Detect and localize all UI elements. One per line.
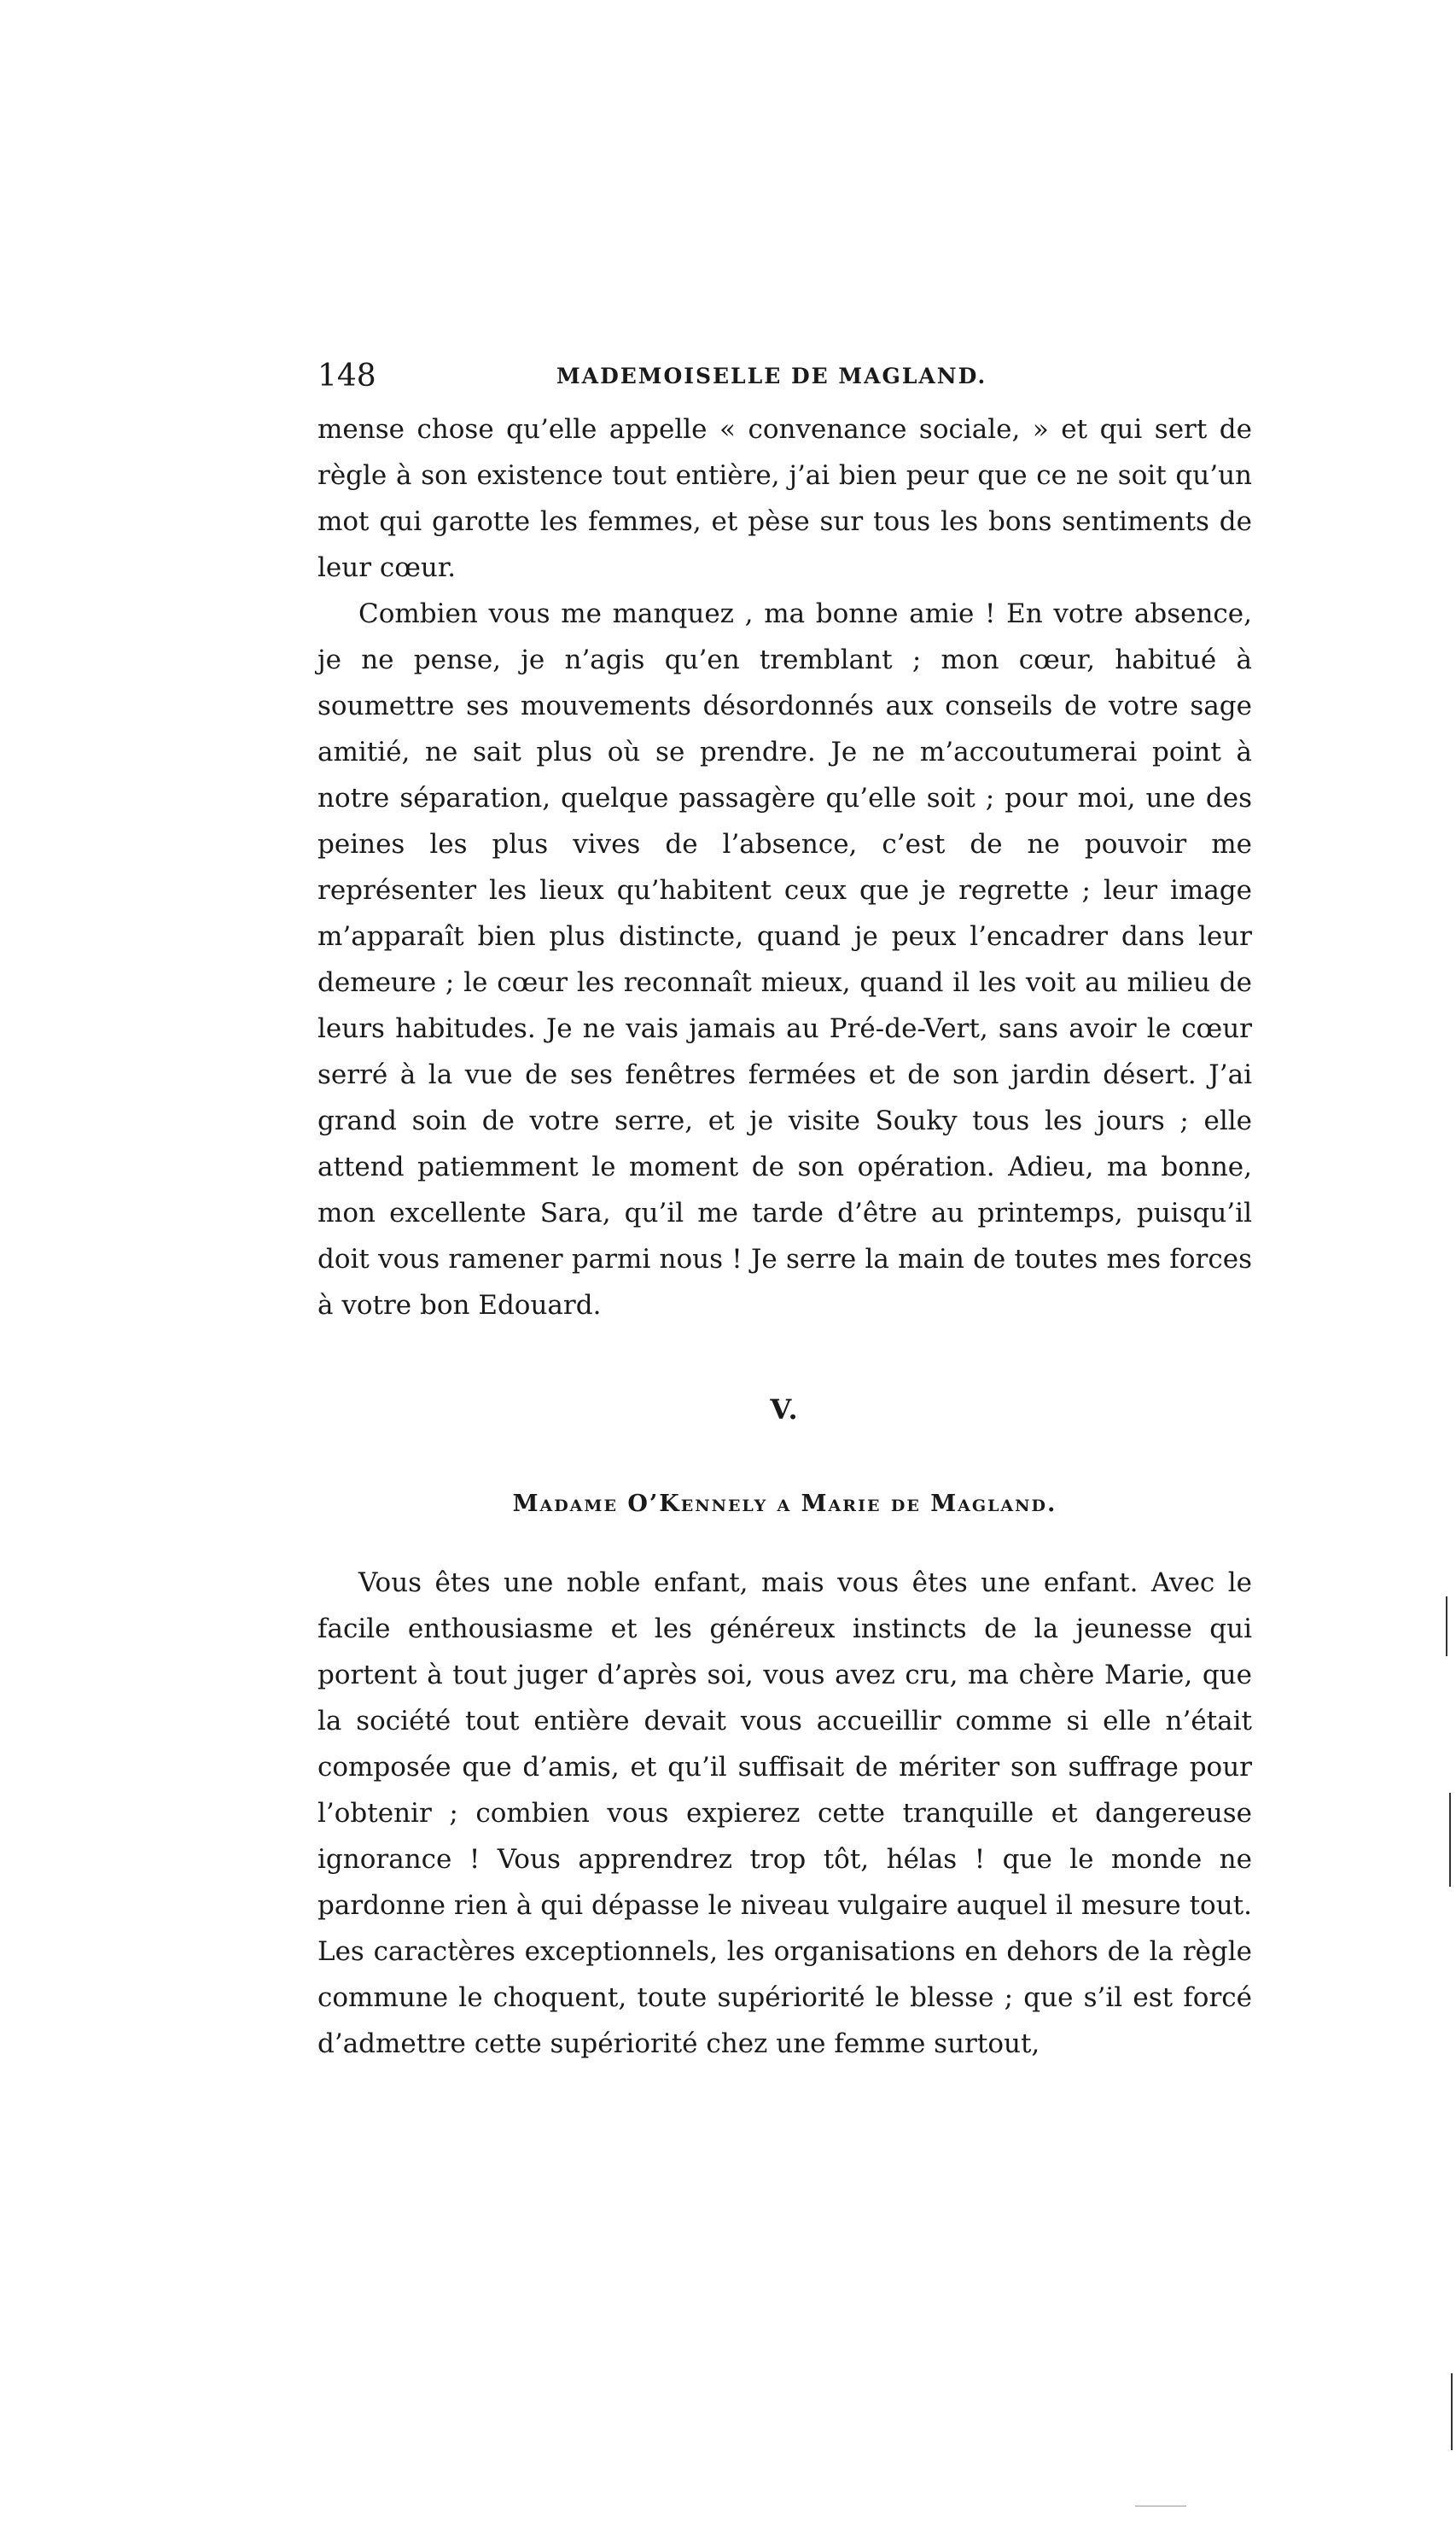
- section-number: V.: [770, 1393, 800, 1426]
- page-number: 148: [317, 359, 376, 394]
- book-page: [317, 359, 1252, 2067]
- paragraph-continued: mense chose qu’elle appelle « convenance sociale, » et qui sert de règle à son existence tout entière, j’ai bien peur que ce ne soit qu’un mot qui garotte les femmes, et pèse sur tous les bons sentiments de leur cœur.: [317, 414, 1252, 583]
- margin-mark: [1449, 1793, 1451, 1887]
- margin-mark: [1446, 1596, 1447, 1656]
- running-title: MADEMOISELLE DE MAGLAND.: [556, 364, 987, 388]
- letter-heading: Madame O’Kennely a Marie de Magland.: [512, 1491, 1057, 1517]
- margin-mark: [1451, 2373, 1453, 2450]
- paragraph-letter-close: Combien vous me manquez , ma bonne amie ! En votre absence, je ne pense, je n’agis qu’en tremblant ; mon cœur, habitué à soumettre ses mouvements désordonnés aux conseils de votre sage amitié, ne sait plus où se prendre. Je ne m’accoutumerai point à notre séparation, quelque passagère qu’elle soit ; pour moi, une des peines les plus vives de l’absence, c’est de ne pouvoir me représenter les lieux qu’habitent ceux que je regrette ; leur image m’apparaît bien plus distincte, quand je peux l’encadrer dans leur demeure ; le cœur les reconnaît mieux, quand il les voit au milieu de leurs habitudes. Je ne vais jamais au Pré-de-Vert, sans avoir le cœur serré à la vue de ses fenêtres fermées et de son jardin désert. J’ai grand soin de votre serre, et je visite Souky tous les jours ; elle attend patiemment le moment de son opération. Adieu, ma bonne, mon excellente Sara, qu’il me tarde d’être au printemps, puisqu’il doit vous ramener parmi nous ! Je serre la main de toutes mes forces à votre bon Edouard.: [317, 598, 1252, 1321]
- paragraph-letter-open: Vous êtes une noble enfant, mais vous êtes une enfant. Avec le facile enthousiasme et les généreux instincts de la jeunesse qui portent à tout juger d’après soi, vous avez cru, ma chère Marie, que la société tout entière devait vous accueillir comme si elle n’était composée que d’amis, et qu’il suffisait de mériter son suffrage pour l’obtenir ; combien vous expierez cette tranquille et dangereuse ignorance ! Vous apprendrez trop tôt, hélas ! que le monde ne pardonne rien à qui dépasse le niveau vulgaire auquel il mesure tout. Les caractères exceptionnels, les organisations en dehors de la règle commune le choquent, toute supériorité le blesse ; que s’il est forcé d’admettre cette supériorité chez une femme surtout,: [317, 1567, 1252, 2059]
- running-head: [317, 359, 1252, 406]
